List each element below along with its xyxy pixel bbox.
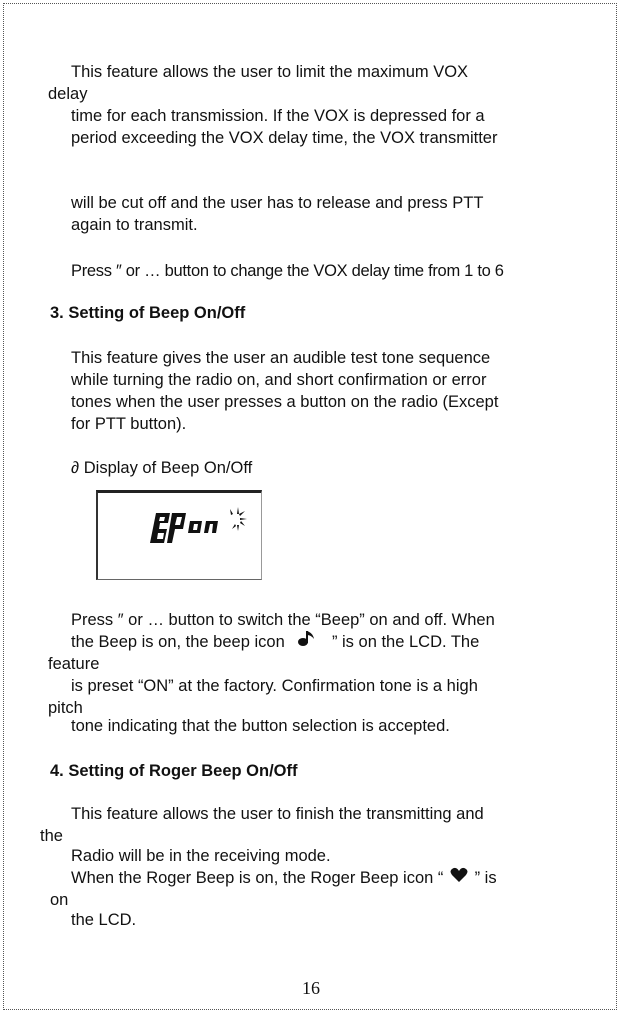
roger-line: Radio will be in the receiving mode. [71, 847, 331, 865]
beep-line: This feature gives the user an audible test tone sequence [71, 349, 491, 367]
roger-icon-trail-text: ” is [474, 869, 497, 887]
vox-line: period exceeding the VOX delay time, the VOX transmitter [71, 129, 498, 147]
heart-icon [450, 867, 468, 888]
beep-line: tones when the user presses a button on the radio (Except [71, 393, 499, 411]
roger-heading: 4. Setting of Roger Beep On/Off [50, 762, 298, 780]
beep-line: while turning the radio on, and short confirmation or error [71, 371, 487, 389]
roger-line: on [50, 891, 69, 909]
beep-press-line: tone indicating that the button selection is accepted. [71, 717, 450, 735]
vox-line: again to transmit. [71, 216, 198, 234]
beep-press-line: feature [48, 655, 100, 673]
beep-display-label: ∂ Display of Beep On/Off [71, 459, 253, 477]
beep-line: for PTT button). [71, 415, 187, 433]
roger-line: the [40, 827, 63, 845]
beep-icon-lead-text: the Beep is on, the beep icon [71, 633, 285, 651]
roger-line: the LCD. [71, 911, 137, 929]
lcd-beep-display [96, 490, 262, 580]
music-note-icon [295, 629, 317, 652]
beep-icon-trail-text: ” is on the LCD. The [331, 633, 480, 651]
beep-press-line: pitch [48, 699, 83, 717]
beep-heading: 3. Setting of Beep On/Off [50, 304, 246, 322]
vox-line: time for each transmission. If the VOX is depressed for a [71, 107, 485, 125]
lcd-beep-on-display [98, 493, 260, 578]
vox-line: delay [48, 85, 88, 103]
vox-line: will be cut off and the user has to release and press PTT [71, 194, 484, 212]
beep-press-line: Press ″ or … button to switch the “Beep” on and off. When [71, 611, 495, 629]
vox-line: This feature allows the user to limit the maximum VOX [71, 63, 469, 81]
beep-press-line [71, 632, 479, 652]
beep-press-line: is preset “ON” at the factory. Confirmation tone is a high [71, 677, 478, 695]
page-number: 16 [302, 978, 320, 998]
vox-press-line: Press ″ or … button to change the VOX delay time from 1 to 6 [71, 262, 504, 280]
roger-line: This feature allows the user to finish the transmitting and [71, 805, 484, 823]
roger-icon-line [71, 868, 497, 888]
roger-icon-lead-text: When the Roger Beep is on, the Roger Beep icon “ [71, 869, 444, 887]
